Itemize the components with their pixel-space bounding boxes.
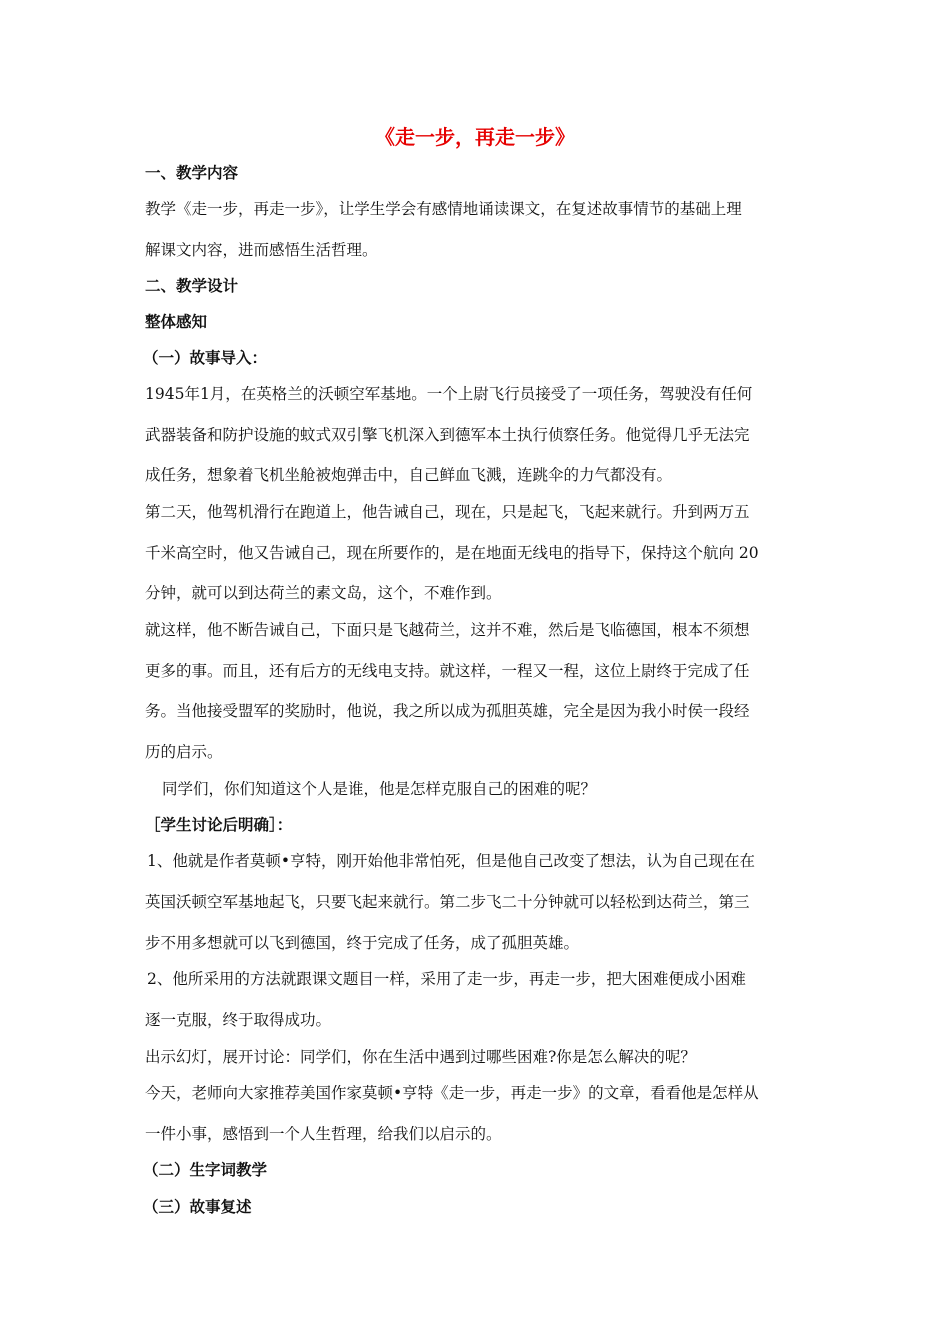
paragraph-line: 今天，老师向大家推荐美国作家莫顿•亨特《走一步，再走一步》的文章，看看他是怎样从 — [145, 1084, 759, 1102]
document-title: 《走一步，再走一步》 — [375, 125, 575, 149]
discussion-heading: ［学生讨论后明确］： — [145, 815, 293, 834]
list-item-line: 1、他就是作者莫顿•亨特，刚开始他非常怕死，但是他自己改变了想法，认为自己现在在 — [147, 852, 756, 870]
paragraph-line: 1945年1月，在英格兰的沃顿空军基地。一个上尉飞行员接受了一项任务，驾驶没有任何 — [145, 385, 753, 403]
paragraph-line: 务。当他接受盟军的奖励时，他说，我之所以成为孤胆英雄，完全是因为我小时侯一段经 — [145, 702, 750, 720]
paragraph-line: 教学《走一步，再走一步》，让学生学会有感情地诵读课文，在复述故事情节的基础上理 — [145, 200, 742, 218]
paragraph-line: 解课文内容，进而感悟生活哲理。 — [145, 241, 378, 259]
paragraph-line: 就这样，他不断告诫自己，下面只是飞越荷兰，这并不难，然后是飞临德国，根本不须想 — [145, 621, 750, 639]
list-item-line: 步不用多想就可以飞到德国，终于完成了任务，成了孤胆英雄。 — [145, 934, 580, 952]
paragraph-line: 一件小事，感悟到一个人生哲理，给我们以启示的。 — [145, 1125, 502, 1143]
section-heading: 一、教学内容 — [145, 163, 239, 182]
section-heading: 二、教学设计 — [145, 276, 239, 295]
subsection-heading: （二）生字词教学 — [143, 1160, 268, 1179]
list-item-line: 逐一克服，终于取得成功。 — [145, 1011, 332, 1029]
paragraph-line: 成任务，想象着飞机坐舱被炮弹击中，自己鲜血飞溅，连跳伞的力气都没有。 — [145, 466, 673, 484]
paragraph-line: 第二天，他驾机滑行在跑道上，他告诫自己，现在，只是起飞，飞起来就行。升到两万五 — [145, 503, 750, 521]
list-item-line: 英国沃顿空军基地起飞，只要飞起来就行。第二步飞二十分钟就可以轻松到达荷兰，第三 — [145, 893, 750, 911]
paragraph-line: 武器装备和防护设施的蚊式双引擎飞机深入到德军本土执行侦察任务。他觉得几乎无法完 — [145, 426, 750, 444]
subsection-heading: （三）故事复述 — [143, 1197, 252, 1216]
paragraph-line: 更多的事。而且，还有后方的无线电支持。就这样，一程又一程，这位上尉终于完成了任 — [145, 662, 750, 680]
paragraph-line: 分钟，就可以到达荷兰的素文岛，这个，不难作到。 — [145, 584, 502, 602]
paragraph-line: 千米高空时，他又告诫自己，现在所要作的，是在地面无线电的指导下，保持这个航向 20 — [145, 544, 759, 562]
list-item-line: 2、他所采用的方法就跟课文题目一样，采用了走一步，再走一步，把大困难便成小困难 — [147, 970, 746, 988]
paragraph-line: 出示幻灯，展开讨论：同学们，你在生活中遇到过哪些困难?你是怎么解决的呢？ — [145, 1048, 696, 1066]
subsection-heading: 整体感知 — [145, 312, 208, 331]
paragraph-line: 历的启示。 — [145, 743, 223, 761]
subsection-heading: （一）故事导入： — [143, 348, 268, 367]
paragraph-line: 同学们，你们知道这个人是谁，他是怎样克服自己的困难的呢？ — [162, 780, 597, 798]
